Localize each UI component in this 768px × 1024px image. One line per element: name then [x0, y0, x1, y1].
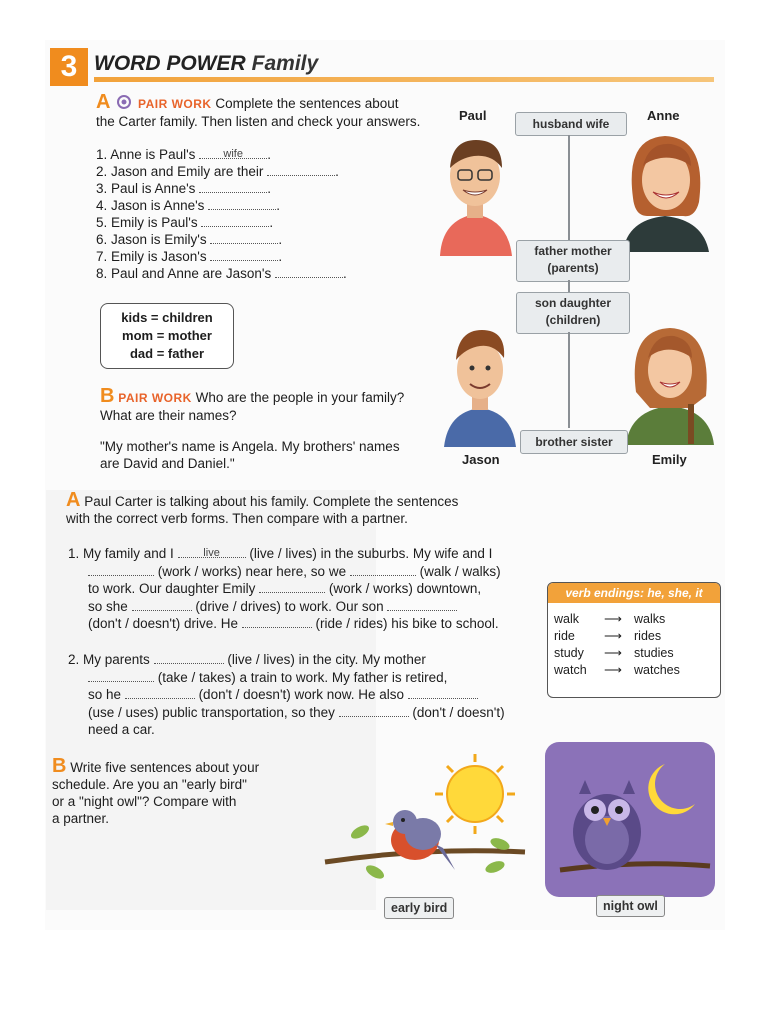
verb-blank[interactable]	[88, 681, 154, 682]
exercise-number: 3	[50, 48, 88, 86]
tree-line	[568, 135, 570, 241]
sentence-1: 1. Anne is Paul's wife .	[96, 147, 271, 162]
label-parents	[516, 240, 630, 282]
verb-row: watch ⟶ watches	[554, 663, 680, 677]
section-a-letter: A	[96, 91, 111, 113]
section-b-tag: PAIR WORK	[118, 391, 192, 405]
label-brother-sister: brother sister	[520, 430, 628, 454]
grammar-paragraph-2: 2. My parents (live / lives) in the city. My mother (take / takes) a train to work. My father is retired, so he (don't / doesn't) work now. He also (use / uses) public transportation, so they (don't / doesn't) need a car.	[68, 652, 505, 737]
grammar-b-line2: schedule. Are you an "early bird"	[52, 777, 247, 792]
grammar-b-letter: B	[52, 755, 67, 777]
answer-blank[interactable]	[199, 192, 267, 193]
night-owl-illustration	[545, 742, 715, 897]
bird-icon	[385, 810, 455, 870]
grammar-a-letter: A	[66, 489, 81, 511]
label-father-mother: father mother	[534, 244, 612, 258]
verb-row: ride ⟶ rides	[554, 629, 662, 643]
verb-blank[interactable]	[88, 575, 154, 576]
emily-illustration	[620, 318, 720, 446]
verb-blank[interactable]	[154, 663, 224, 664]
label-son-daughter: son daughter	[534, 296, 611, 310]
caption-early-bird: early bird	[384, 897, 454, 919]
title-main: WORD POWER	[94, 52, 246, 75]
section-b-line1: Who are the people in your family?	[195, 390, 405, 405]
name-jason: Jason	[462, 452, 500, 467]
section-b-line2: What are their names?	[100, 408, 237, 423]
sentence-list	[96, 146, 396, 282]
section-b-quote	[100, 438, 440, 472]
section-a-text2: the Carter family. Then listen and check your answers.	[96, 114, 421, 129]
verb-blank[interactable]	[387, 610, 457, 611]
title-rule	[94, 77, 714, 82]
verb-blank[interactable]	[125, 698, 195, 699]
name-emily: Emily	[652, 452, 687, 467]
quote-line-2: are David and Daniel."	[100, 456, 235, 471]
grammar-a-instruction	[66, 489, 506, 527]
grammar-b-line3: or a "night owl"? Compare with	[52, 794, 237, 809]
jason-illustration	[440, 320, 520, 448]
section-b	[100, 385, 430, 424]
name-anne: Anne	[647, 108, 680, 123]
sentence-6: 6. Jason is Emily's .	[96, 232, 283, 247]
verb-blank[interactable]: live	[178, 557, 246, 558]
verb-blank[interactable]	[339, 716, 409, 717]
label-parents-caption: (parents)	[547, 261, 599, 275]
title-sub: Family	[251, 52, 319, 75]
sentence-2: 2. Jason and Emily are their .	[96, 164, 339, 179]
vocabulary-box	[100, 303, 234, 369]
section-b-letter: B	[100, 385, 115, 407]
grammar-a-line1: Paul Carter is talking about his family. Complete the sentences	[84, 494, 459, 509]
label-husband-wife: husband wife	[515, 112, 627, 136]
label-children-caption: (children)	[545, 313, 601, 327]
answer-blank[interactable]	[275, 277, 343, 278]
verb-blank[interactable]	[350, 575, 416, 576]
quote-line-1: "My mother's name is Angela. My brothers' names	[100, 439, 400, 454]
answer-blank[interactable]	[210, 243, 278, 244]
verb-blank[interactable]	[408, 698, 478, 699]
sentence-8: 8. Paul and Anne are Jason's .	[96, 266, 347, 281]
section-a-tag: PAIR WORK	[137, 97, 212, 111]
sentence-5: 5. Emily is Paul's .	[96, 215, 274, 230]
grammar-paragraph-1: 1. My family and I live (live / lives) in the suburbs. My wife and I (work / works) near here, so we (walk / walks) to work. Our daughter Emily (work / works) downtown, so she (drive / drives) to work. Our son (don't / doesn't) drive. He (ride / rides) his bike to school.	[68, 546, 501, 631]
verb-blank[interactable]	[259, 592, 325, 593]
answer-blank[interactable]	[208, 209, 276, 210]
sun-icon	[435, 754, 515, 834]
section-a-instruction	[96, 91, 446, 130]
answer-blank[interactable]	[267, 175, 335, 176]
answer-blank[interactable]	[201, 226, 269, 227]
verb-blank[interactable]	[132, 610, 192, 611]
answer-blank[interactable]: wife	[199, 158, 267, 159]
grammar-b	[52, 755, 302, 827]
anne-illustration	[615, 128, 715, 253]
paul-illustration	[430, 128, 520, 258]
vocab-row: kids = children	[121, 310, 213, 325]
section-a-text1: Complete the sentences about	[215, 96, 399, 111]
grammar-b-line1: Write five sentences about your	[70, 760, 260, 775]
answer-blank[interactable]	[210, 260, 278, 261]
vocab-row: mom = mother	[122, 328, 212, 343]
grammar-a-line2: with the correct verb forms. Then compare with a partner.	[66, 511, 408, 526]
label-children	[516, 292, 630, 334]
verb-row: walk ⟶ walks	[554, 612, 666, 626]
early-bird-illustration	[315, 752, 535, 902]
tree-line	[568, 280, 570, 292]
verb-blank[interactable]	[242, 627, 312, 628]
caption-night-owl: night owl	[596, 895, 665, 917]
audio-icon	[117, 95, 131, 109]
page-title	[94, 52, 318, 76]
tree-line	[568, 332, 570, 428]
sentence-7: 7. Emily is Jason's .	[96, 249, 283, 264]
sentence-3: 3. Paul is Anne's .	[96, 181, 271, 196]
grammar-b-line4: a partner.	[52, 811, 110, 826]
sentence-4: 4. Jason is Anne's .	[96, 198, 280, 213]
verb-endings-box	[547, 582, 721, 698]
verb-row: study ⟶ studies	[554, 646, 674, 660]
verb-endings-title: verb endings: he, she, it	[548, 583, 720, 603]
name-paul: Paul	[459, 108, 487, 123]
vocab-row: dad = father	[129, 346, 205, 361]
